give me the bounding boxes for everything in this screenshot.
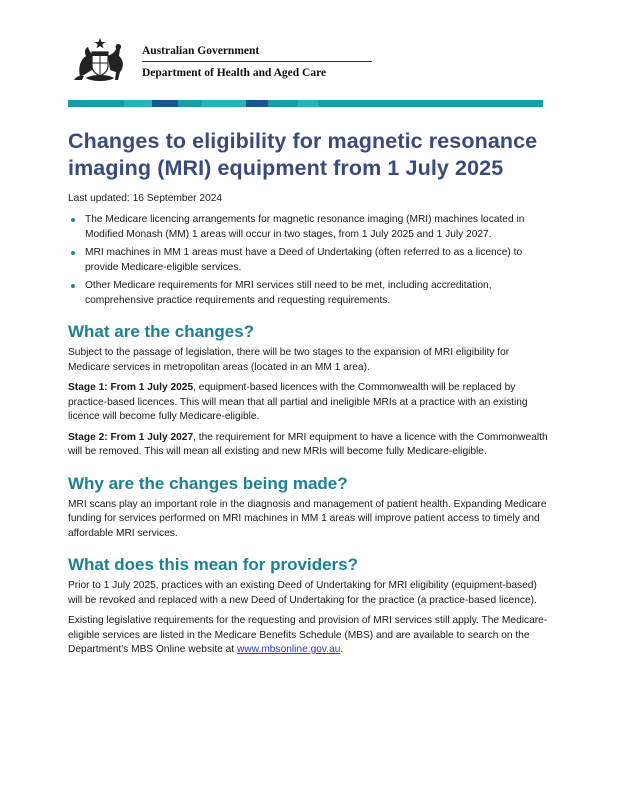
list-item: The Medicare licencing arrangements for magnetic resonance imaging (MRI) machines located in Modified Monash (MM) 1 areas will occur in two stages, from 1 July 2025 and 1 July 2027. xyxy=(85,213,548,242)
color-bar-segment xyxy=(152,100,178,107)
list-item: Other Medicare requirements for MRI services still need to be met, including accreditation, comprehensive practice requirements and requesting requirements. xyxy=(85,279,548,308)
providers-paragraph-2 xyxy=(68,614,548,658)
why-paragraph: MRI scans play an important role in the diagnosis and management of patient health. Expanding Medicare funding for services performed on MRI machines in MM 1 areas will improve patient access to timely and affordable MRI services. xyxy=(68,498,547,539)
providers-paragraph-2-end: . xyxy=(340,644,344,655)
stage-2-label: Stage 2: From 1 July 2027 xyxy=(68,431,194,443)
color-bar-segment xyxy=(268,100,298,107)
section-heading-providers: What does this mean for providers? xyxy=(68,555,358,574)
decorative-color-bar xyxy=(68,100,543,107)
color-bar-segment xyxy=(298,100,318,107)
department-name: Department of Health and Aged Care xyxy=(142,67,327,79)
summary-list xyxy=(68,213,548,308)
section-heading-changes: What are the changes? xyxy=(68,322,255,341)
coat-of-arms-icon xyxy=(68,36,132,84)
color-bar-segment xyxy=(318,100,543,107)
stage-1-label: Stage 1: From 1 July 2025 xyxy=(68,382,194,393)
providers-paragraph-1: Prior to 1 July 2025, practices with an existing Deed of Undertaking for MRI eligibility (equipment-based) will be revoked and replaced with a new Deed of Undertaking for the practice (a practice-based licence). xyxy=(68,580,537,606)
section-heading-why: Why are the changes being made? xyxy=(68,473,348,493)
last-updated: Last updated: 16 September 2024 xyxy=(68,193,223,204)
stage-2-text: , the requirement for MRI equipment to have a licence with the Commonwealth will be removed. This will mean all existing and new MRIs will become fully Medicare-eligible. xyxy=(68,431,548,457)
changes-intro: Subject to the passage of legislation, there will be two stages to the expansion of MRI eligibility for Medicare services in metropolitan areas (located in an MM 1 area). xyxy=(68,347,510,373)
mbs-online-link[interactable]: www.mbsonline.gov.au xyxy=(236,644,341,655)
page-title: Changes to eligibility for magnetic resonance imaging (MRI) equipment from 1 July 2025 xyxy=(68,129,538,180)
color-bar-segment xyxy=(246,100,268,107)
color-bar-segment xyxy=(178,100,202,107)
government-header xyxy=(68,36,368,86)
document-body xyxy=(68,128,548,664)
header-divider xyxy=(142,61,372,62)
color-bar-segment xyxy=(202,100,246,107)
stage-2-paragraph xyxy=(68,431,548,460)
providers-paragraph-2-text: Existing legislative requirements for the requesting and provision of MRI services still apply. The Medicare-eligible services are listed in the Medicare Benefits Schedule (MBS) and are available to search on the Department's MBS Online website at xyxy=(68,615,548,655)
color-bar-segment xyxy=(68,100,124,107)
list-item: MRI machines in MM 1 areas must have a Deed of Undertaking (often referred to as a licence) to provide Medicare-eligible services. xyxy=(85,246,548,275)
government-name: Australian Government xyxy=(142,45,260,57)
color-bar-segment xyxy=(124,100,152,107)
stage-1-text: , equipment-based licences with the Commonwealth will be replaced by practice-based licences. This will mean that all partial and ineligible MRIs at a practice with an existing licence will become fully Medicare-eligible. xyxy=(68,382,528,422)
stage-1-paragraph xyxy=(68,381,548,425)
